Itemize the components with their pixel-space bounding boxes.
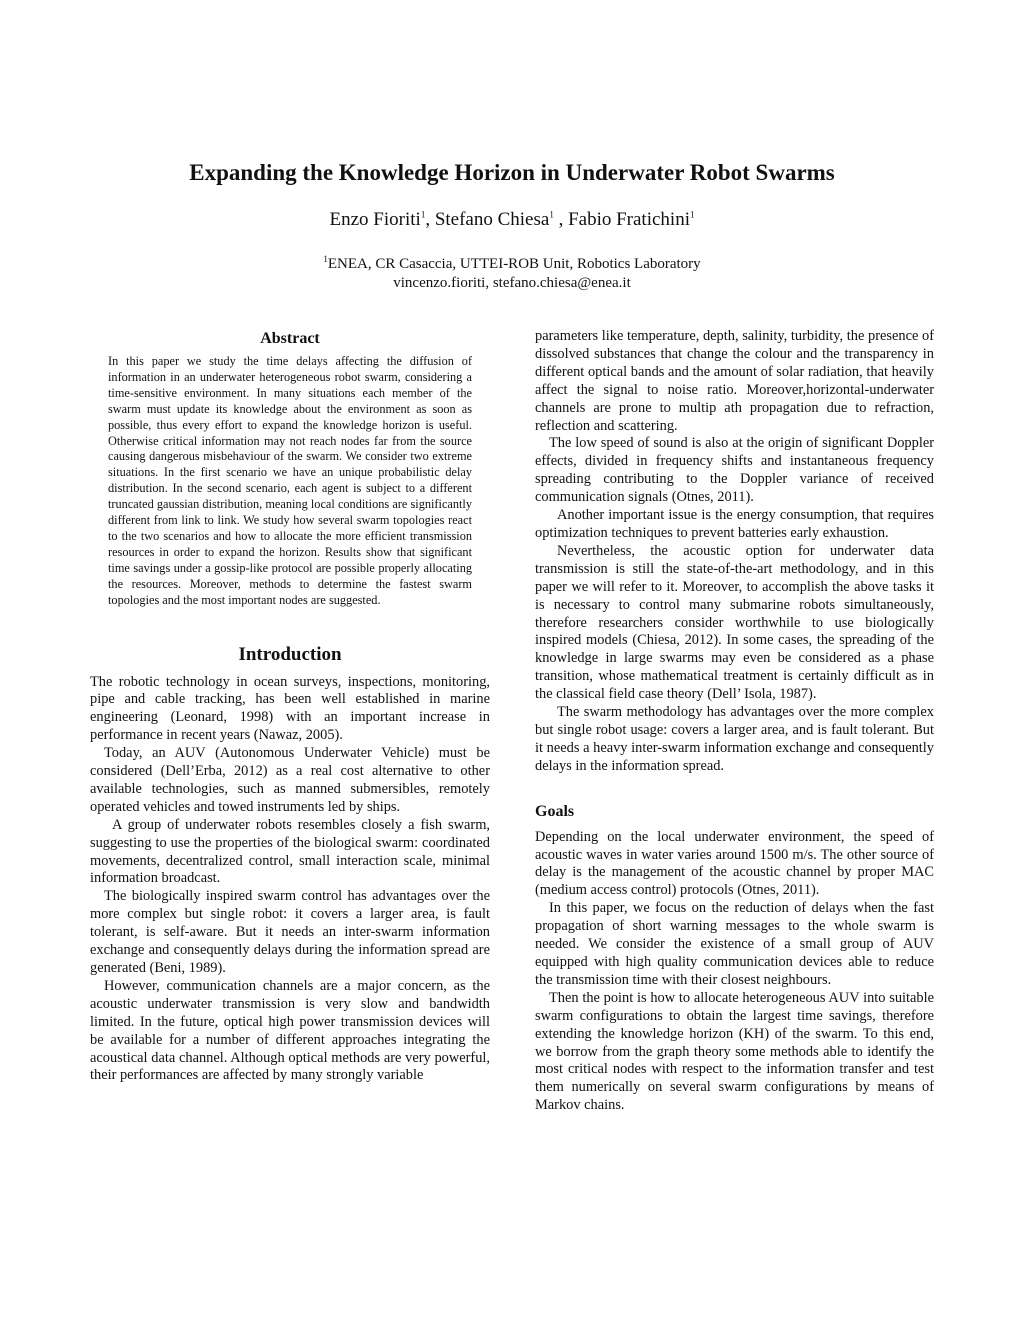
affiliation-line <box>0 255 1024 274</box>
paragraph: Depending on the local underwater environment, the speed of acoustic waves in water varies around 1500 m/s. The other source of delay is the management of the acoustic channel by proper MAC (medium access control) protocols (Otnes, 2011). <box>535 828 934 899</box>
paragraph: Today, an AUV (Autonomous Underwater Vehicle) must be considered (Dell’Erba, 2012) as a real cost alternative to other available technologies, such as manned submersibles, remotely operated vehicles and towed instruments led by ships. <box>90 745 490 815</box>
affiliation-block <box>0 255 1024 293</box>
abstract-heading: Abstract <box>260 330 320 347</box>
author-separator: , <box>553 209 569 230</box>
paragraph: In this paper, we focus on the reduction of delays when the fast propagation of short warning messages to the whole swarm is needed. We consider the existence of a small group of AUV equipped with high quality communication devices able to reduce the transmission time with their closest neighbours. <box>535 900 934 988</box>
left-column <box>90 330 490 1085</box>
paragraph: The swarm methodology has advantages over the more complex but single robot usage: covers a larger area, and is fault tolerant. But it needs a heavy inter-swarm information exchange and consequently delays in the information spread. <box>535 704 934 774</box>
author-affiliation-mark: 1 <box>420 209 426 220</box>
author-affiliation-mark: 1 <box>549 209 554 220</box>
paragraph: The biologically inspired swarm control has advantages over the more complex but single robot: it covers a larger area, is fault tolerant, is self-aware. But it needs an inter-swarm information exchange and consequently delays during the information spread are generated (Beni, 1989). <box>90 888 490 976</box>
paragraph: The low speed of sound is also at the origin of significant Doppler effects, divided in frequency shifts and instantaneous frequency spreading contributing to the Doppler variance of received communication signals (Otnes, 2011). <box>535 435 934 506</box>
abstract-text: In this paper we study the time delays affecting the diffusion of information in an underwater heterogeneous robot swarm, considering a time-sensitive environment. In many situations each member of the swarm must update its knowledge about the environment as soon as possible, thus every effort to expand the knowledge horizon is useful. Otherwise critical information may not reach nodes far from the source causing dangerous misbehaviour of the swarm. We consider two extreme situations. In the first scenario we have an unique probabilistic delay distribution. In the second scenario, each agent is subject to a different truncated gaussian distribution, meaning local conditions are significantly different from link to link. We study how several swarm topologies react to the two scenarios and how to allocate the more efficient transmission resources in order to expand the horizon. Results show that significant time savings under a gossip-like protocol are possible properly allocating the resources. Moreover, methods to determine the fastest swarm topologies and the most important nodes are suggested. <box>108 354 472 607</box>
paragraph: The robotic technology in ocean surveys, inspections, monitoring, pipe and cable tracking, has been well established in marine engineering (Leonard, 1998) with an important increase in performance in recent years (Nawaz, 2005). <box>90 673 490 744</box>
paragraph: Nevertheless, the acoustic option for underwater data transmission is still the state-of-the-art methodology, and in this paper we will refer to it. Moreover, to accomplish the above tasks it is necessary to control many submarine robots simultaneously, therefore researchers consider worthwhile to use biologically inspired models (Chiesa, 2012). In some cases, the spreading of the knowledge in large swarms may even be considered as a phase transition, whose mathematical treatment is certainly difficult as in the classical field case theory (Dell’ Isola, 1987). <box>535 542 934 703</box>
author-name: Fabio Fratichini <box>568 209 690 230</box>
paragraph: parameters like temperature, depth, salinity, turbidity, the presence of dissolved substances that change the colour and the transparency in different optical bands and the amount of solar radiation, that heavily affect the signal to noise ratio. Moreover,horizontal-underwater channels are prone to multip ath propagation due to refraction, reflection and scattering. <box>535 328 934 434</box>
author-separator: , <box>425 209 435 230</box>
paragraph: Another important issue is the energy consumption, that requires optimization techniques to prevent batteries early exhaustion. <box>535 507 934 541</box>
paragraph: A group of underwater robots resembles closely a fish swarm, suggesting to use the properties of the biological swarm: coordinated movements, decentralized control, small interaction scale, minimal information broadcast. <box>90 816 490 887</box>
paragraph: Then the point is how to allocate heterogeneous AUV into suitable swarm configurations to obtain the largest time savings, therefore extending the knowledge horizon (KH) of the swarm. To this end, we borrow from the graph theory some methods able to identify the most critical nodes with respect to the information transfer and test them numerically on several swarm configurations by means of Markov chains. <box>535 989 934 1114</box>
email-line: vincenzo.fioriti, stefano.chiesa@enea.it <box>393 275 631 291</box>
author-name: Enzo Fioriti <box>329 209 421 230</box>
author-list <box>0 209 1024 231</box>
paragraph: However, communication channels are a major concern, as the acoustic underwater transmission is very slow and bandwidth limited. In the future, optical high power transmission devices will be available for a number of different approaches integrating the acoustical data channel. Although optical methods are very powerful, their performances are affected by many strongly variable <box>90 977 490 1084</box>
paper-title: Expanding the Knowledge Horizon in Underwater Robot Swarms <box>189 160 835 185</box>
affiliation-mark: 1 <box>323 254 328 264</box>
author-affiliation-mark: 1 <box>689 209 695 220</box>
author-name: Stefano Chiesa <box>434 209 550 230</box>
right-column <box>535 328 934 1115</box>
introduction-heading: Introduction <box>238 643 342 665</box>
affiliation-text: ENEA, CR Casaccia, UTTEI-ROB Unit, Robotics Laboratory <box>327 256 701 272</box>
goals-heading: Goals <box>535 802 575 820</box>
